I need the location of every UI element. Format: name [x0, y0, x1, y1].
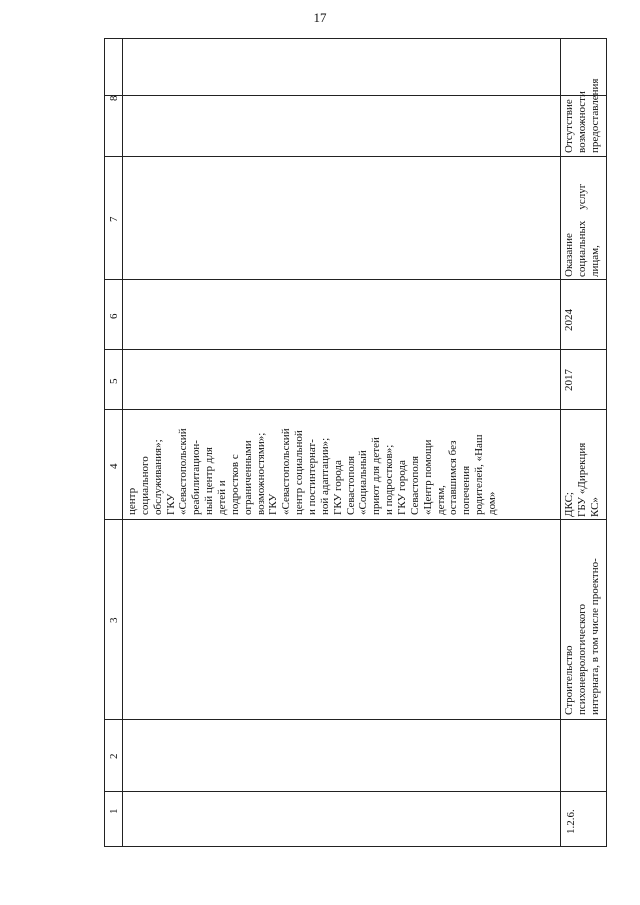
- executors-line: дом»: [486, 491, 499, 515]
- column-header-3: 3: [108, 617, 120, 623]
- measure-executors-line: ДКС;: [563, 492, 575, 517]
- column-header-4: 4: [108, 463, 120, 469]
- executors-line: ный центр для: [203, 447, 216, 515]
- column-header-7: 7: [108, 216, 120, 222]
- executors-line: оставшимся без: [447, 440, 460, 515]
- measure-name-line: интерната, в том числе проектно-: [588, 558, 601, 715]
- start-year: 2017: [563, 369, 575, 391]
- executors-continued-cell: [126, 428, 499, 515]
- row-divider-5: [105, 519, 606, 520]
- executors-line: ГКУ: [267, 493, 280, 515]
- executors-line: ГКУ города: [331, 460, 344, 515]
- executors-line: и подростков»;: [383, 444, 396, 515]
- expected-effect-line: социальных услуг: [575, 183, 588, 277]
- non-implementation-consequences: [563, 79, 602, 153]
- column-header-2: 2: [108, 753, 120, 759]
- executors-line: центр: [126, 487, 138, 515]
- executors-line: «Севастопольский: [280, 428, 293, 515]
- executors-line: детей и: [216, 480, 229, 515]
- executors-line: ной адаптации»;: [318, 437, 331, 515]
- row-divider-3: [105, 349, 606, 350]
- column-header-1: 1: [108, 808, 120, 814]
- header-divider: [122, 39, 123, 846]
- executors-line: «Социальный: [357, 450, 370, 515]
- row-divider-header: [105, 95, 606, 96]
- row-divider-6: [105, 719, 606, 720]
- measure-name: [563, 558, 602, 715]
- expected-effect: [563, 184, 602, 277]
- expected-effect-line: Оказание: [563, 233, 575, 277]
- column-header-8: 8: [108, 95, 120, 101]
- executors-line: ГКУ города: [396, 460, 409, 515]
- consequences-line: Отсутствие: [563, 99, 575, 153]
- row-divider-2: [105, 279, 606, 280]
- measure-number: 1.2.6.: [565, 809, 577, 834]
- executors-line: реабилитацион-: [190, 440, 203, 515]
- column-header-5: 5: [108, 378, 120, 384]
- measures-table: [104, 38, 607, 847]
- row-divider-1: [105, 156, 606, 157]
- consequences-line: возможности: [575, 91, 588, 153]
- executors-line: приют для детей: [370, 437, 383, 515]
- measure-executors-line: КС»: [588, 497, 601, 517]
- executors-line: Севастополя: [344, 455, 357, 515]
- consequences-line: предоставления: [588, 78, 601, 153]
- column-header-6: 6: [108, 313, 120, 319]
- expected-effect-line: лицам,: [588, 245, 601, 277]
- end-year: 2024: [563, 309, 575, 331]
- executors-line: возможностями»;: [254, 432, 267, 515]
- measure-name-line: Строительство: [563, 645, 575, 715]
- row-divider-4: [105, 409, 606, 410]
- executors-line: Севастополя: [408, 455, 421, 515]
- executors-line: подростков с: [228, 454, 241, 515]
- measure-executors: [563, 443, 602, 517]
- measure-executors-line: ГБУ «Дирекция: [575, 442, 588, 517]
- executors-line: детям,: [434, 485, 447, 515]
- record-divider: [560, 39, 561, 846]
- executors-line: социального: [138, 456, 151, 515]
- executors-line: «Севастопольский: [177, 428, 190, 515]
- executors-line: обслуживания»;: [151, 439, 164, 515]
- executors-line: попечения: [460, 465, 473, 515]
- page-number: 17: [313, 10, 327, 25]
- measure-name-line: психоневрологического: [575, 603, 588, 715]
- row-divider-7: [105, 791, 606, 792]
- executors-line: центр социальной: [293, 430, 306, 515]
- executors-line: ГКУ: [164, 493, 177, 515]
- executors-line: и постинтернат-: [306, 439, 319, 515]
- executors-line: родителей, «Наш: [473, 434, 486, 515]
- executors-line: «Центр помощи: [421, 439, 434, 515]
- executors-line: ограниченными: [241, 440, 254, 515]
